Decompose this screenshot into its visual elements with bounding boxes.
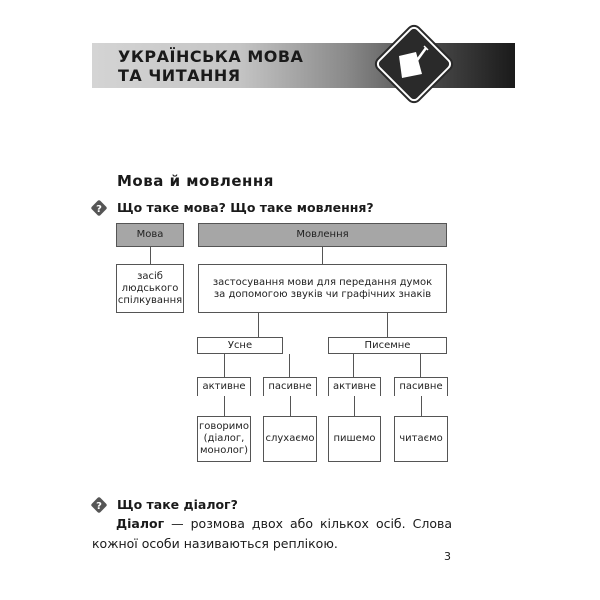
question-icon: [90, 496, 108, 514]
definition-line: за допомогою звуків чи графічних знаків: [213, 288, 432, 300]
pen-paper-icon: [396, 44, 430, 80]
definition-text: — розмова двох або кількох осіб. Слова кожної особи називаються реплікою.: [92, 516, 452, 551]
question-2: Що таке діалог?: [117, 497, 238, 512]
box-oral-active: активне: [197, 377, 251, 396]
box-speak: говоримо (діалог, монолог): [197, 416, 251, 462]
box-movlennia-definition: [198, 264, 447, 313]
connector: [420, 354, 421, 377]
definition-line: застосування мови для передання думок: [212, 276, 433, 288]
box-write: пишемо: [328, 416, 381, 462]
connector: [387, 313, 388, 337]
title-line-1: УКРАЇНСЬКА МОВА: [118, 47, 304, 66]
box-listen: слухаємо: [263, 416, 317, 462]
title-line-2: ТА ЧИТАННЯ: [118, 66, 241, 85]
box-written: Писемне: [328, 337, 447, 354]
definition-term: Діалог: [116, 516, 165, 531]
section-heading: Мова й мовлення: [117, 172, 274, 190]
connector: [224, 354, 225, 377]
connector: [224, 396, 225, 416]
connector: [421, 396, 422, 416]
svg-text:?: ?: [96, 501, 102, 512]
connector: [258, 313, 259, 337]
box-mova: Мова: [116, 223, 184, 247]
connector: [322, 247, 323, 264]
box-read: читаємо: [394, 416, 448, 462]
connector: [150, 247, 151, 264]
box-oral-passive: пасивне: [263, 377, 317, 396]
connector: [354, 396, 355, 416]
question-1: Що таке мова? Що таке мовлення?: [117, 200, 374, 215]
connector: [353, 354, 354, 377]
svg-text:?: ?: [96, 204, 102, 215]
question-icon: [90, 199, 108, 217]
connector: [289, 354, 290, 377]
banner-title: [118, 47, 303, 85]
page-number: 3: [444, 550, 451, 563]
connector: [290, 396, 291, 416]
box-written-active: активне: [328, 377, 381, 396]
dialog-definition: [92, 514, 452, 554]
box-movlennia: Мовлення: [198, 223, 447, 247]
box-mova-definition: засіб людського спілкування: [116, 264, 184, 313]
box-oral: Усне: [197, 337, 283, 354]
box-written-passive: пасивне: [394, 377, 448, 396]
